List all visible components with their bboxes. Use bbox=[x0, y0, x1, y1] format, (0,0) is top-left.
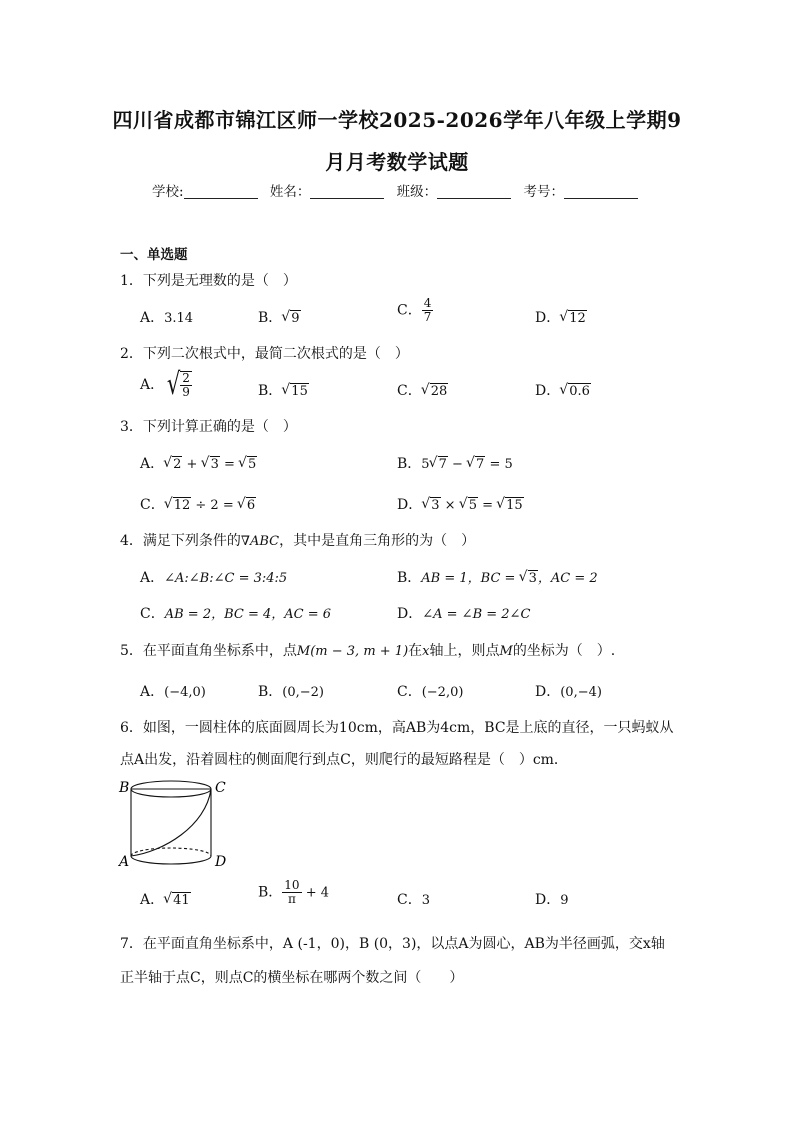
question-stem: 下列二次根式中，最简二次根式的是（ ） bbox=[142, 346, 409, 362]
q2-option-c[interactable]: C．√ 28 bbox=[397, 380, 448, 400]
ant-path-curve bbox=[131, 789, 211, 856]
class-blank[interactable] bbox=[437, 184, 511, 199]
q4-option-b[interactable]: B．AB = 1，BC = √ 3，AC = 2 bbox=[397, 567, 598, 587]
question-7-line1 bbox=[120, 933, 665, 953]
label-a: A bbox=[119, 854, 130, 870]
school-blank[interactable] bbox=[184, 184, 258, 199]
question-number: 4． bbox=[120, 533, 143, 549]
question-stem: 如图，一圆柱体的底面圆周长为10cm，高AB为4cm，BC是上底的直径，一只蚂蚁从 bbox=[142, 720, 674, 736]
cylinder-figure bbox=[118, 776, 238, 872]
q3-option-d[interactable]: D．√ 3 × √ 5 = √ 15 bbox=[397, 494, 524, 514]
q4-option-c[interactable]: C．AB = 2，BC = 4，AC = 6 bbox=[140, 606, 332, 622]
q6-option-c[interactable]: C．3 bbox=[397, 892, 430, 908]
name-blank[interactable] bbox=[310, 184, 384, 199]
bottom-front-arc bbox=[131, 856, 211, 864]
question-stem: 下列计算正确的是（ ） bbox=[142, 419, 297, 435]
class-field[interactable] bbox=[397, 180, 516, 200]
school-field[interactable] bbox=[152, 180, 262, 200]
question-1 bbox=[120, 270, 297, 290]
question-3 bbox=[120, 416, 297, 436]
bottom-back-arc bbox=[131, 848, 211, 856]
question-6-line2: 点A出发，沿着圆柱的侧面爬行到点C，则爬行的最短路程是（ ）cm． bbox=[120, 752, 568, 768]
question-2 bbox=[120, 343, 409, 363]
q3-option-c[interactable]: C．√ 12 ÷ 2 = √ 6 bbox=[140, 494, 256, 514]
page-title-line2: 月月考数学试题 bbox=[325, 150, 469, 174]
name-label: 姓名： bbox=[269, 184, 311, 200]
label-b: B bbox=[119, 780, 130, 796]
q6-option-b[interactable]: B． $\frac{10}{\pi}$ + 4 bbox=[258, 878, 330, 906]
question-number: 5． bbox=[120, 643, 143, 659]
question-5: 5．在平面直角坐标系中，点M(m − 3, m + 1)在x轴上，则点M的坐标为（ ）. bbox=[120, 643, 616, 659]
q1-option-c[interactable]: C． $\frac{4}{7}$ bbox=[397, 296, 432, 324]
question-number: 6． bbox=[120, 720, 143, 736]
q5-option-a[interactable]: A．(−4,0) bbox=[140, 684, 206, 700]
question-number: 1． bbox=[120, 273, 143, 289]
exam-number-field[interactable] bbox=[523, 180, 642, 200]
q5-option-c[interactable]: C．(−2,0) bbox=[397, 684, 464, 700]
question-stem: 下列是无理数的是（ ） bbox=[142, 273, 297, 289]
label-c: C bbox=[215, 780, 226, 796]
question-7-line2: 正半轴于点C，则点C的横坐标在哪两个数之间（ ） bbox=[120, 970, 464, 986]
q6-option-a[interactable]: A．√ 41 bbox=[140, 889, 191, 909]
question-6-line1 bbox=[120, 717, 674, 737]
page-title-line1: 四川省成都市锦江区师一学校2025-2026学年八年级上学期9 bbox=[112, 108, 682, 132]
q5-option-d[interactable]: D．(0,−4) bbox=[535, 684, 602, 700]
q1-option-b[interactable]: B．√ 9 bbox=[258, 307, 301, 327]
question-number: 3． bbox=[120, 419, 143, 435]
name-field[interactable] bbox=[270, 180, 389, 200]
question-stem: 在平面直角坐标系中，A (-1，0)，B (0，3)，以点A为圆心，AB为半径画弧，交x轴 bbox=[142, 936, 665, 952]
q2-option-d[interactable]: D．√ 0.6 bbox=[535, 380, 591, 400]
section-title: 一、单选题 bbox=[120, 247, 188, 263]
question-4: 4．满足下列条件的∇ABC，其中是直角三角形的为（ ） bbox=[120, 533, 476, 549]
q4-option-d[interactable]: D．∠A = ∠B = 2∠C bbox=[397, 606, 531, 622]
q5-option-b[interactable]: B．(0,−2) bbox=[258, 684, 325, 700]
q6-option-d[interactable]: D．9 bbox=[535, 892, 569, 908]
q3-option-a[interactable]: A．√ 2 + √ 3 = √ 5 bbox=[140, 453, 257, 473]
q1-option-a[interactable]: A．3.14 bbox=[140, 310, 194, 326]
exam-number-label: 考号： bbox=[523, 184, 564, 200]
student-info-row bbox=[0, 180, 794, 200]
question-number: 7． bbox=[120, 936, 143, 952]
school-label: 学校: bbox=[152, 184, 184, 200]
label-d: D bbox=[215, 854, 227, 870]
question-number: 2． bbox=[120, 346, 143, 362]
q2-option-b[interactable]: B．√ 15 bbox=[258, 380, 309, 400]
q4-option-a[interactable]: A．∠A:∠B:∠C = 3:4:5 bbox=[140, 570, 288, 586]
q2-option-a[interactable]: A． √ 2 9 bbox=[140, 367, 190, 402]
class-label: 班级： bbox=[396, 184, 438, 200]
q3-option-b[interactable]: B．5√ 7 − √ 7 = 5 bbox=[397, 453, 513, 473]
q1-option-d[interactable]: D．√ 12 bbox=[535, 307, 587, 327]
exam-number-blank[interactable] bbox=[564, 184, 638, 199]
